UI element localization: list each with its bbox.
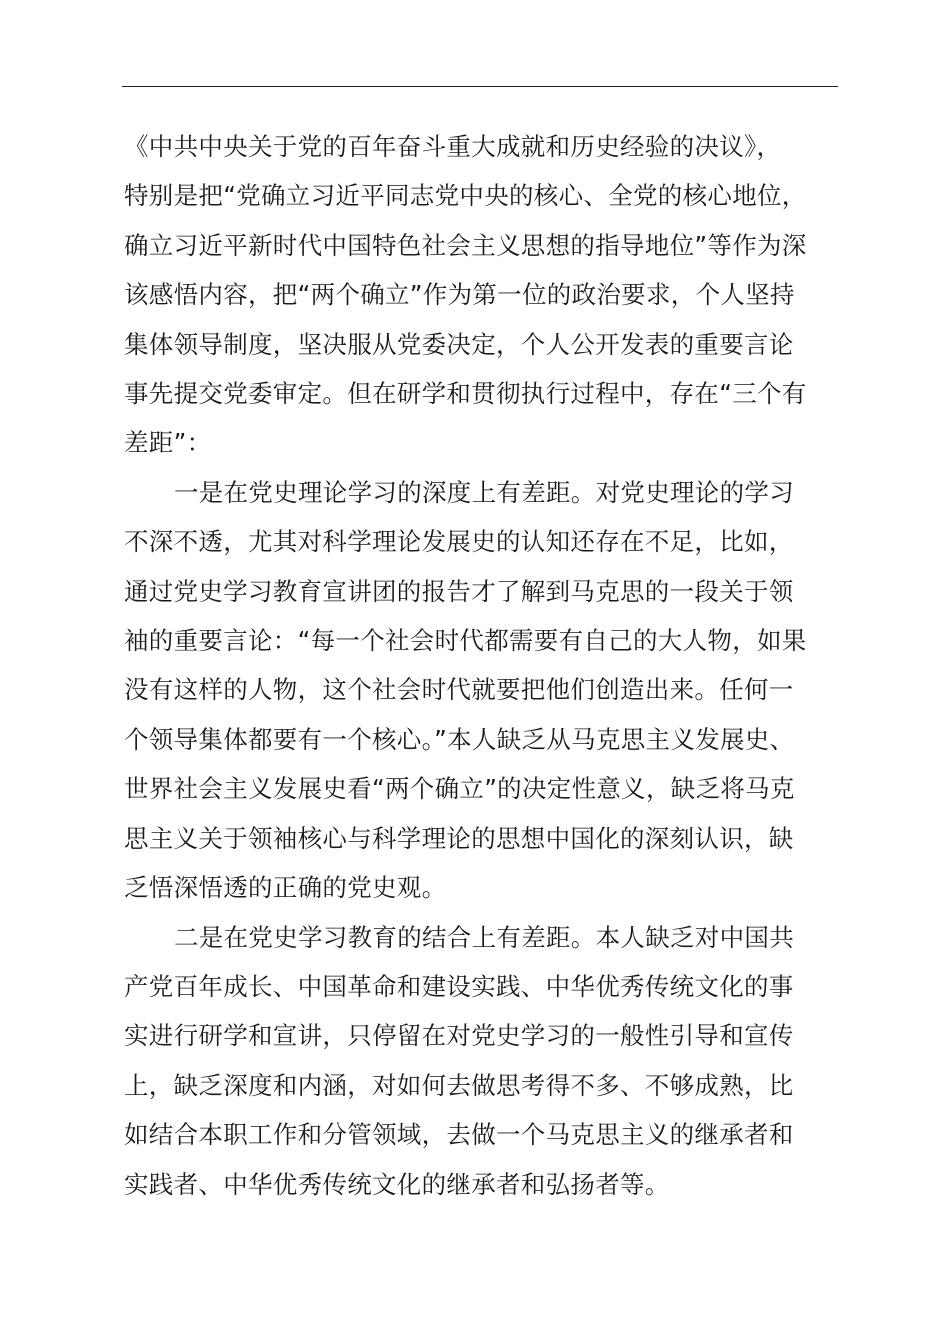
text-line: 实践者、中华优秀传统文化的继承者和弘扬者等。 bbox=[124, 1169, 670, 1199]
text-line: 世界社会主义发展史看“两个确立”的决定性意义，缺乏将马克 bbox=[124, 774, 795, 804]
text-line: 差距”： bbox=[124, 428, 212, 458]
paragraph-1 bbox=[124, 122, 830, 468]
text-line: 《中共中央关于党的百年奋斗重大成就和历史经验的决议》， bbox=[124, 132, 782, 161]
text-line: 通过党史学习教育宣讲团的报告才了解到马克思的一段关于领 bbox=[124, 576, 794, 606]
text-line: 没有这样的人物，这个社会时代就要把他们创造出来。任何一 bbox=[124, 675, 794, 705]
text-line: 实进行研学和宣讲，只停留在对党史学习的一般性引导和宣传 bbox=[124, 1021, 794, 1051]
text-line: 不深不透，尤其对科学理论发展史的认知还存在不足，比如， bbox=[124, 527, 794, 557]
text-line: 产党百年成长、中国革命和建设实践、中华优秀传统文化的事 bbox=[124, 971, 794, 1001]
document-body bbox=[124, 122, 830, 1209]
text-line: 袖的重要言论：“每一个社会时代都需要有自己的大人物，如果 bbox=[124, 626, 807, 656]
header-rule bbox=[122, 86, 838, 87]
text-line: 二是在党史学习教育的结合上有差距。本人缺乏对中国共 bbox=[174, 922, 794, 952]
text-line: 该感悟内容，把“两个确立”作为第一位的政治要求，个人坚持 bbox=[124, 280, 795, 310]
text-line: 事先提交党委审定。但在研学和贯彻执行过程中，存在“三个有 bbox=[124, 379, 807, 409]
paragraph-2 bbox=[124, 468, 830, 913]
text-line: 上，缺乏深度和内涵，对如何去做思考得不多、不够成熟，比 bbox=[124, 1070, 794, 1100]
text-line: 个领导集体都要有一个核心。”本人缺乏从马克思主义发展史、 bbox=[124, 724, 795, 754]
text-line: 确立习近平新时代中国特色社会主义思想的指导地位”等作为深 bbox=[124, 230, 807, 260]
text-line: 如结合本职工作和分管领域，去做一个马克思主义的继承者和 bbox=[124, 1120, 794, 1150]
text-line: 特别是把“党确立习近平同志党中央的核心、全党的核心地位， bbox=[124, 181, 807, 211]
text-line: 乏悟深悟透的正确的党史观。 bbox=[124, 873, 447, 903]
text-line: 集体领导制度，坚决服从党委决定，个人公开发表的重要言论 bbox=[124, 329, 794, 359]
paragraph-3 bbox=[124, 913, 830, 1209]
text-line: 一是在党史理论学习的深度上有差距。对党史理论的学习 bbox=[174, 477, 794, 507]
text-line: 思主义关于领袖核心与科学理论的思想中国化的深刻认识，缺 bbox=[124, 823, 794, 853]
